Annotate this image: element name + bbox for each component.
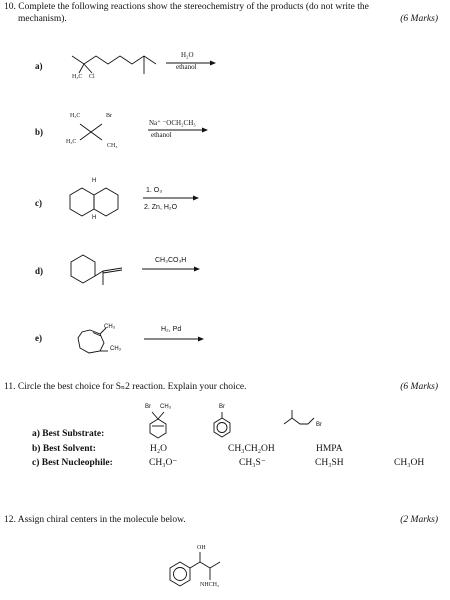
q10c-reagent-top: 1. O₃ [146, 187, 163, 194]
q10e-label: e) [35, 333, 42, 343]
q11-nucleophile-choice-ch3s[interactable]: CH₃S⁻ [239, 458, 266, 468]
q12-marks: (2 Marks) [400, 515, 438, 525]
q11-substrate2-atom-br: Br [219, 404, 225, 410]
q10d-reactant-structure [70, 252, 130, 288]
q10-title-line2: mechanism). [18, 14, 67, 24]
q11-row-solvent-label: b) Best Solvent: [32, 444, 96, 454]
q10a-atom-h3c: H₃C [72, 74, 83, 80]
q10a-reagent-top: H₂O [181, 51, 194, 59]
q10d-reagent-top: CH₃CO₃H [155, 257, 187, 264]
q11-substrate1-atom-br: Br [145, 404, 151, 410]
q10b-reagent-bottom: ethanol [151, 131, 172, 139]
q10c-label: c) [35, 198, 42, 208]
q11-nucleophile-choice-ch3oh[interactable]: CH₃OH [394, 458, 425, 468]
q10c-atom-h-top: H [92, 178, 97, 184]
q10c-arrow [143, 195, 199, 201]
q10c-reagent-bottom: 2. Zn, H₂O [144, 204, 178, 211]
q10a-atom-cl: Cl [89, 74, 95, 80]
q11-substrate1-atom-ch3: CH₃ [160, 404, 172, 410]
q10a-reagent-bottom: ethanol [176, 63, 197, 71]
q10b-atom-h3c-top: H₃C [70, 113, 81, 119]
q11-solvent-choice-ethanol[interactable]: CH₃CH₂OH [228, 444, 275, 454]
q10-marks: (6 Marks) [400, 14, 438, 24]
q10b-reactant-structure [72, 118, 112, 148]
q11-marks: (6 Marks) [400, 382, 438, 392]
q11-solvent-choice-hmpa[interactable]: HMPA [316, 444, 343, 454]
q10b-label: b) [35, 127, 44, 137]
q10d-arrow [142, 266, 200, 272]
q11-row-substrate-label: a) Best Substrate: [32, 429, 105, 439]
q11-title: 11. Circle the best choice for Sₙ2 reaction. Explain your choice. [4, 382, 247, 392]
q12-atom-oh: OH [197, 545, 206, 551]
q10b-reagent-top: Na⁺ ⁻OCH₂CH₃ [149, 119, 196, 127]
q10c-atom-h-bottom: H [92, 215, 97, 221]
q11-nucleophile-choice-ch3sh[interactable]: CH₃SH [315, 458, 344, 468]
q10e-arrow [144, 336, 204, 342]
q11-substrate3-atom-br: Br [316, 422, 322, 428]
q10b-atom-br: Br [106, 113, 112, 119]
q11-solvent-choice-h2o[interactable]: H₂O [150, 444, 168, 454]
q12-atom-nhch3: NHCH₃ [200, 582, 220, 588]
q12-title: 12. Assign chiral centers in the molecule below. [4, 515, 186, 525]
q11-substrate2-structure[interactable] [210, 412, 236, 440]
q11-substrate1-structure[interactable] [146, 410, 172, 440]
q10b-atom-ch3: CH₃ [107, 143, 118, 149]
q11-nucleophile-choice-ch3o[interactable]: CH₃O⁻ [149, 458, 178, 468]
q10d-label: d) [35, 266, 44, 276]
q10e-reagent-top: H₂, Pd [161, 326, 182, 333]
q11-row-nucleophile-label: c) Best Nucleophile: [32, 458, 113, 468]
q10a-label: a) [35, 61, 43, 71]
q10e-atom-ch3-top: CH₃ [104, 324, 116, 330]
q10e-atom-ch3-bottom: CH₃ [110, 346, 122, 352]
q10-title-line1: 10. Complete the following reactions show the stereochemistry of the products (do not write the [4, 2, 369, 12]
q10b-atom-h3c-bottom: H₃C [66, 139, 77, 145]
